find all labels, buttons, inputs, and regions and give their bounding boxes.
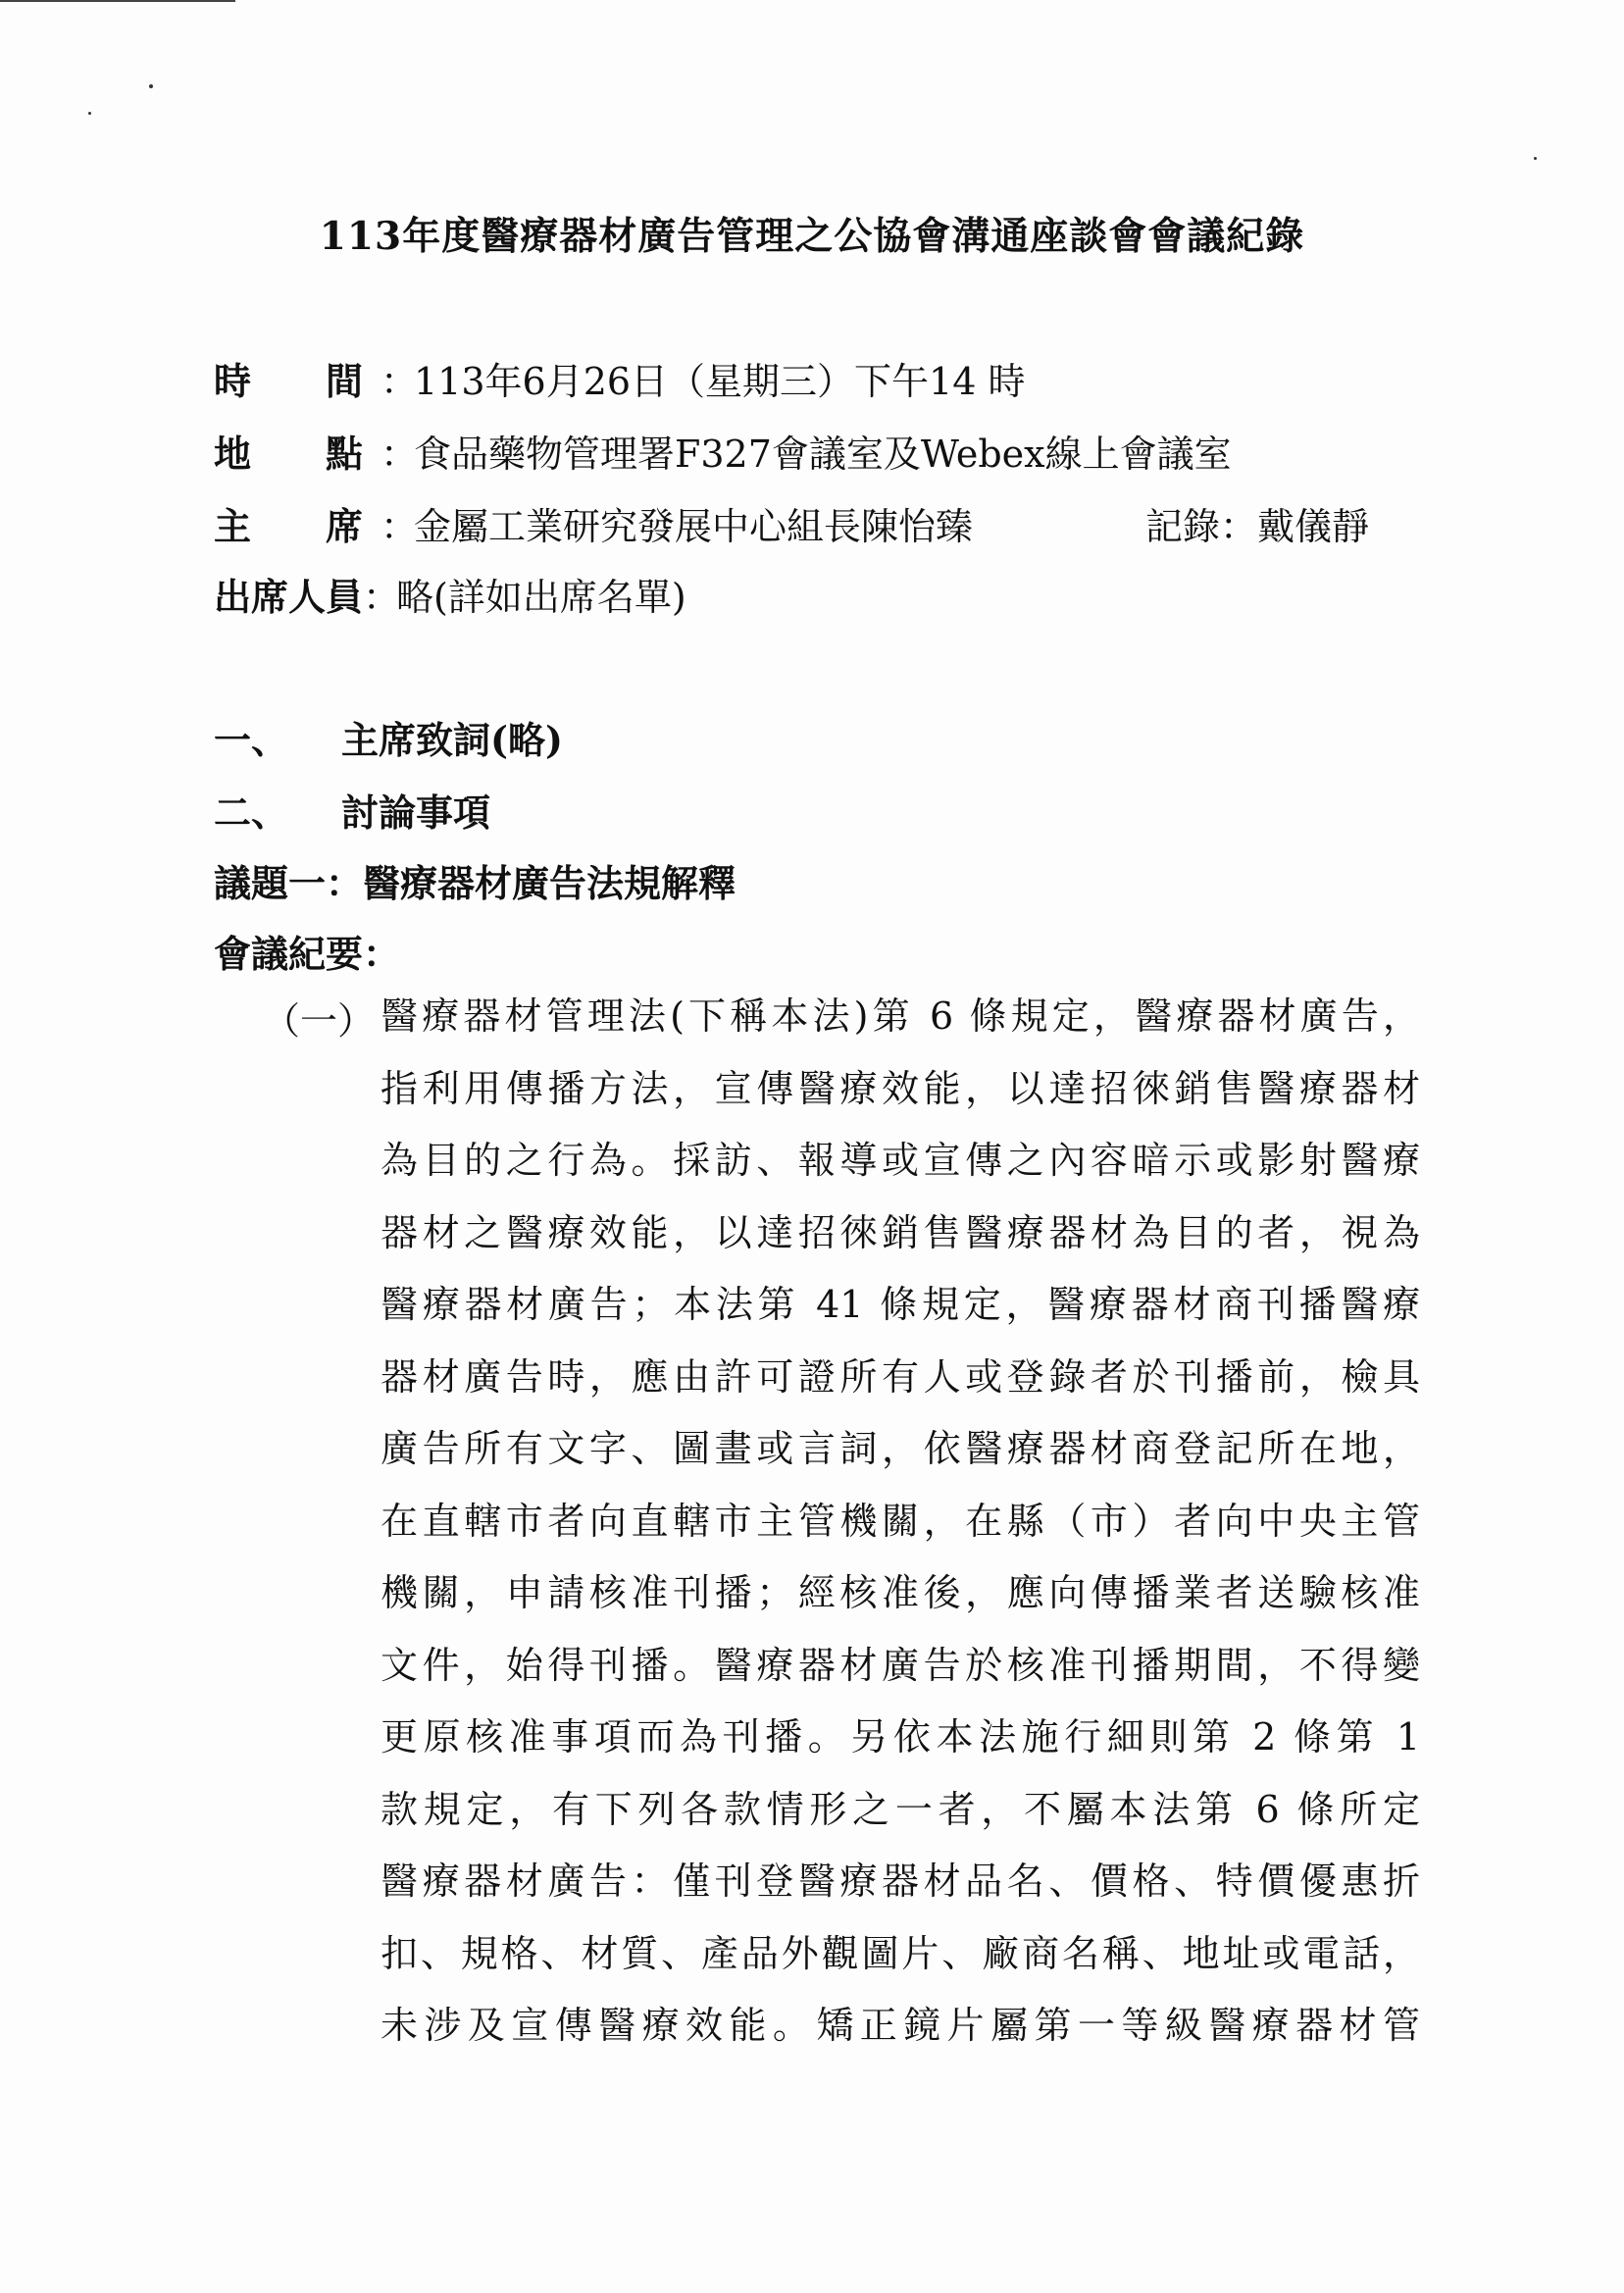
paragraph-line: 廣告所有文字、圖畫或言詞，依醫療器材商登記所在地， [381,1427,1420,1470]
minutes-label: 會議紀要： [214,932,401,976]
paragraph-line: 醫療器材廣告；本法第 41 條規定，醫療器材商刊播醫療 [381,1283,1420,1326]
recorder: 記錄：戴儀靜 [1145,505,1370,548]
paragraph-line: 為目的之行為。採訪、報導或宣傳之內容暗示或影射醫療 [381,1139,1420,1182]
paragraph-line: 未涉及宣傳醫療效能。矯正鏡片屬第一等級醫療器材管 [381,2004,1420,2047]
paragraph-line: 款規定，有下列各款情形之一者，不屬本法第 6 條所定 [381,1787,1420,1831]
meta-attendees-row: 出席人員：略(詳如出席名單) [214,567,686,621]
place-label: 地 點 [214,432,364,476]
scan-speck [1534,157,1537,160]
section-1 [214,710,563,764]
scan-speck [149,84,153,88]
chair-label: 主 席 [214,504,364,548]
chair-value: 金屬工業研究發展中心組長陳怡臻 [414,505,974,548]
meta-place-row: 地 點 ：食品藥物管理署F327會議室及Webex線上會議室 [214,424,1232,478]
attendees-value: 略(詳如出席名單) [396,576,686,619]
paragraph-line: 器材廣告時，應由許可證所有人或登錄者於刊播前，檢具 [381,1354,1420,1399]
paragraph-line: 文件，始得刊播。醫療器材廣告於核准刊播期間，不得變 [381,1643,1420,1687]
paragraph-line: 器材之醫療效能，以達招徠銷售醫療器材為目的者，視為 [381,1210,1420,1254]
attendees-label: 出席人員 [214,575,364,619]
meta-chair-row: 主 席 ：金屬工業研究發展中心組長陳怡臻 記錄：戴儀靜 [214,496,973,550]
item-number: （一） [263,999,376,1043]
paragraph-line: 醫療器材管理法(下稱本法)第 6 條規定，醫療器材廣告， [381,994,1420,1038]
section-1-text: 主席致詞(略) [341,718,563,762]
scan-edge-line [0,0,235,2]
paragraph-line: 扣、規格、材質、產品外觀圖片、廠商名稱、地址或電話， [381,1931,1420,1975]
paragraph-line: 指利用傳播方法，宣傳醫療效能，以達招徠銷售醫療器材 [381,1066,1420,1110]
topic-heading: 議題一：醫療器材廣告法規解釋 [214,861,736,905]
time-label: 時 間 [214,359,364,403]
document-title: 113年度醫療器材廣告管理之公協會溝通座談會會議紀錄 [319,214,1305,259]
section-1-number: 一、 [214,718,289,762]
paragraph-line: 醫療器材廣告：僅刊登醫療器材品名、價格、特價優惠折 [381,1860,1420,1903]
section-2 [214,783,490,837]
meta-time-row: 時 間 ：113年6月26日（星期三）下午14 時 [214,351,1026,405]
item-paragraph [381,981,1420,2063]
scan-speck [88,112,91,115]
section-2-text: 討論事項 [341,790,491,835]
paragraph-line: 更原核准事項而為刊播。另依本法施行細則第 2 條第 1 [381,1715,1420,1758]
section-2-number: 二、 [214,790,289,835]
place-value: 食品藥物管理署F327會議室及Webex線上會議室 [414,433,1232,476]
paragraph-line: 機關，申請核准刊播；經核准後，應向傳播業者送驗核准 [381,1571,1420,1614]
time-value: 113年6月26日（星期三）下午14 時 [414,360,1026,403]
paragraph-line: 在直轄市者向直轄市主管機關，在縣（市）者向中央主管 [381,1499,1420,1543]
